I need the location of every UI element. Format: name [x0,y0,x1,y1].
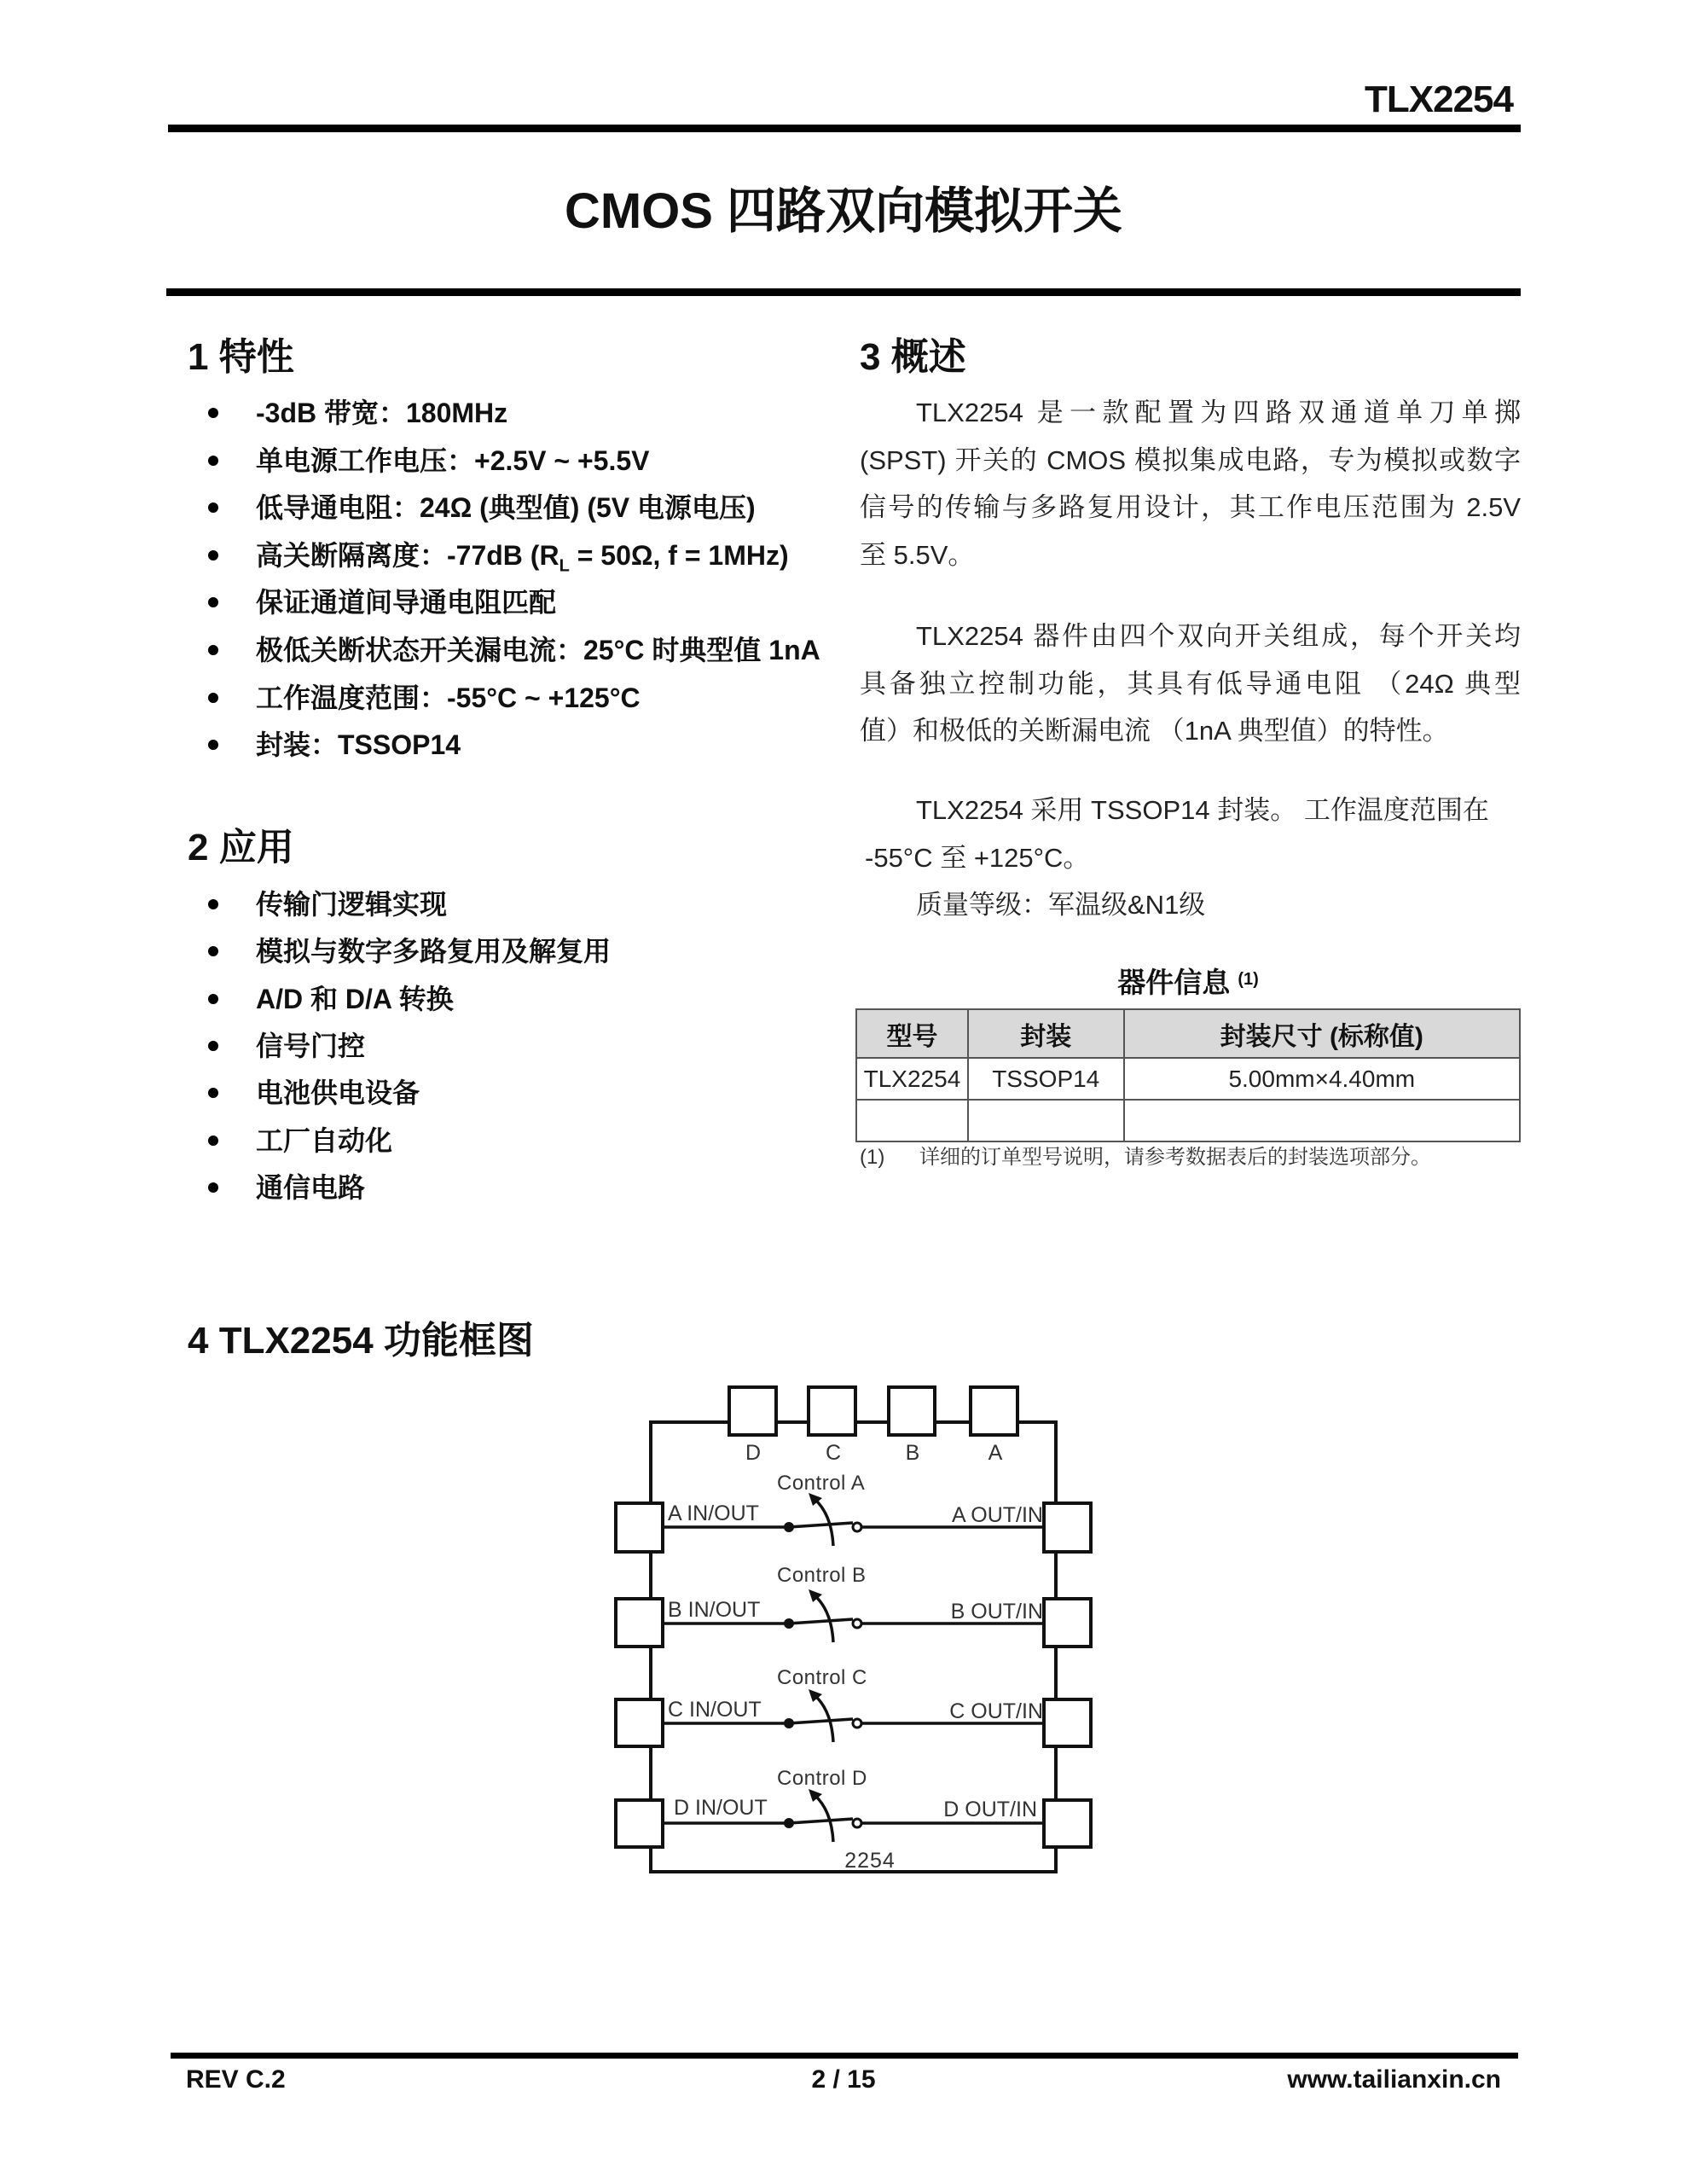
in-label: C IN/OUT [668,1698,762,1722]
header-rule [168,125,1521,132]
bullet-icon [208,1041,218,1051]
table-cell [1124,1100,1520,1141]
switch-contact-icon [853,1819,861,1827]
control-label: Control C [777,1666,867,1689]
in-label: A IN/OUT [668,1502,759,1525]
pin-control-b [889,1387,935,1435]
device-info-title: 器件信息 $^{(1)}$ [1117,967,1259,998]
list-item: 电池供电设备 [256,1069,420,1117]
table-header-row [856,1009,1520,1058]
table-row [856,1100,1520,1141]
out-label: C OUT/IN [949,1699,1043,1723]
bullet-icon [208,740,218,750]
table-row [856,1058,1520,1100]
pin-control-d [729,1387,776,1435]
pin-b-out [1044,1599,1091,1647]
switch-pivot-icon [784,1522,794,1532]
table-cell: TSSOP14 [968,1058,1124,1100]
list-item: 单电源工作电压：+2.5V ~ +5.5V [256,437,650,485]
table-cell [968,1100,1124,1141]
block-diagram [597,1365,1109,1885]
list-item: 信号门控 [256,1022,365,1070]
features-heading: 1 特性 [188,336,294,378]
pin-d-out [1044,1800,1091,1847]
channel-c [663,1666,1044,1742]
column-header: 封装 [968,1009,1124,1058]
bullet-icon [208,693,218,703]
pin-control-a [971,1387,1017,1435]
list-item: 工厂自动化 [256,1117,392,1165]
applications-heading: 2 应用 [188,827,294,868]
switch-contact-icon [853,1619,861,1628]
list-item: 低导通电阻：24Ω (典型值) (5V 电源电压) [256,484,756,531]
chip-label: 2254 [844,1849,896,1873]
switch-pivot-icon [784,1818,794,1828]
pin-label: C [825,1441,842,1465]
bullet-icon [208,994,218,1004]
control-label: Control D [777,1767,867,1790]
table-cell [856,1100,968,1141]
out-label: B OUT/IN [950,1600,1043,1623]
footnote-ref: (1) [1238,970,1259,989]
bullet-icon [208,1182,218,1193]
in-label: B IN/OUT [668,1598,761,1622]
subscript: L [559,556,570,576]
overview-paragraph-1: TLX2254 是一款配置为四路双通道单刀单掷 (SPST) 开关的 CMOS 模拟集成电路，专为模拟或数字 信号的传输与多路复用设计，其工作电压范围为 2.5V 至 5.5V。 [860,398,1521,570]
control-arrow-icon [815,1695,833,1742]
pin-a-in [616,1503,663,1552]
table-footnote: (1) 详细的订单型号说明，请参考数据表后的封装选项部分。 [860,1146,1431,1169]
switch-contact-icon [853,1523,861,1531]
bullet-icon [208,1088,218,1098]
footer-rule [171,2053,1518,2059]
pin-label: D [745,1441,762,1465]
switch-pivot-icon [784,1718,794,1728]
out-label: D OUT/IN [943,1798,1037,1821]
control-arrow-icon [815,1595,833,1642]
pin-a-out [1044,1503,1091,1552]
overview-paragraph-2: TLX2254 器件由四个双向开关组成，每个开关均 具备独立控制功能，其具有低导通电阻 （24Ω 典型 值）和极低的关断漏电流 （1nA 典型值）的特性。 [860,621,1521,746]
control-arrow-icon [815,1499,833,1546]
pin-d-in [616,1800,663,1847]
in-label: D IN/OUT [674,1796,768,1820]
bullet-icon [208,597,218,607]
pin-label: B [905,1441,920,1465]
footer-revision: REV C.2 [186,2065,286,2094]
list-item: 极低关断状态开关漏电流：25°C 时典型值 1nA [256,626,820,674]
list-item: 封装：TSSOP14 [256,721,461,769]
out-label: A OUT/IN [952,1503,1043,1527]
device-info-table [855,1008,1521,1142]
pin-b-in [616,1599,663,1647]
switch-pivot-icon [784,1618,794,1629]
switch-contact-icon [853,1719,861,1728]
list-item: 高关断隔离度：-77dB ($R_L = 50\Omega$, f = 1MHz) [256,531,789,579]
list-item: -3dB 带宽：180MHz [256,389,507,437]
bullet-icon [208,645,218,655]
bullet-icon [208,456,218,466]
overview-heading: 3 概述 [860,336,966,378]
control-label: Control A [777,1472,866,1495]
control-arrow-icon [815,1795,833,1842]
bullet-icon [208,502,218,513]
column-header: 封装尺寸 (标称值) [1124,1009,1520,1058]
bullet-icon [208,408,218,418]
pin-c-in [616,1699,663,1746]
channel-b [663,1564,1044,1642]
column-header: 型号 [856,1009,968,1058]
list-item: 传输门逻辑实现 [256,880,447,928]
footer-page-number: 2 / 15 [811,2065,876,2094]
list-item: 模拟与数字多路复用及解复用 [256,927,611,975]
bullet-icon [208,946,218,956]
list-item: 保证通道间导通电阻匹配 [256,578,556,626]
overview-paragraph-3: TLX2254 采用 TSSOP14 封装。 工作温度范围在 -55°C 至 +125°C。 质量等级：军温级&N1级 [865,795,1489,920]
header-part-number: TLX2254 [1365,78,1513,120]
list-item: A/D 和 D/A 转换 [256,975,454,1023]
pin-control-c [809,1387,855,1435]
table-cell: TLX2254 [856,1058,968,1100]
document-title: CMOS 四路双向模拟开关 [564,183,1123,239]
footer-website[interactable]: www.tailianxin.cn [1287,2065,1501,2094]
pin-label: A [988,1441,1003,1465]
list-item: 通信电路 [256,1164,365,1211]
control-label: Control B [777,1564,867,1587]
channel-a [663,1472,1044,1546]
table-cell: 5.00mm×4.40mm [1124,1058,1520,1100]
title-rule [166,288,1521,296]
bullet-icon [208,550,218,561]
block-diagram-heading: 4 TLX2254 功能框图 [188,1320,534,1362]
bullet-icon [208,1136,218,1146]
list-item: 工作温度范围：-55°C ~ +125°C [256,674,641,722]
pin-c-out [1044,1699,1091,1746]
bullet-icon [208,899,218,909]
channel-d [663,1767,1044,1842]
